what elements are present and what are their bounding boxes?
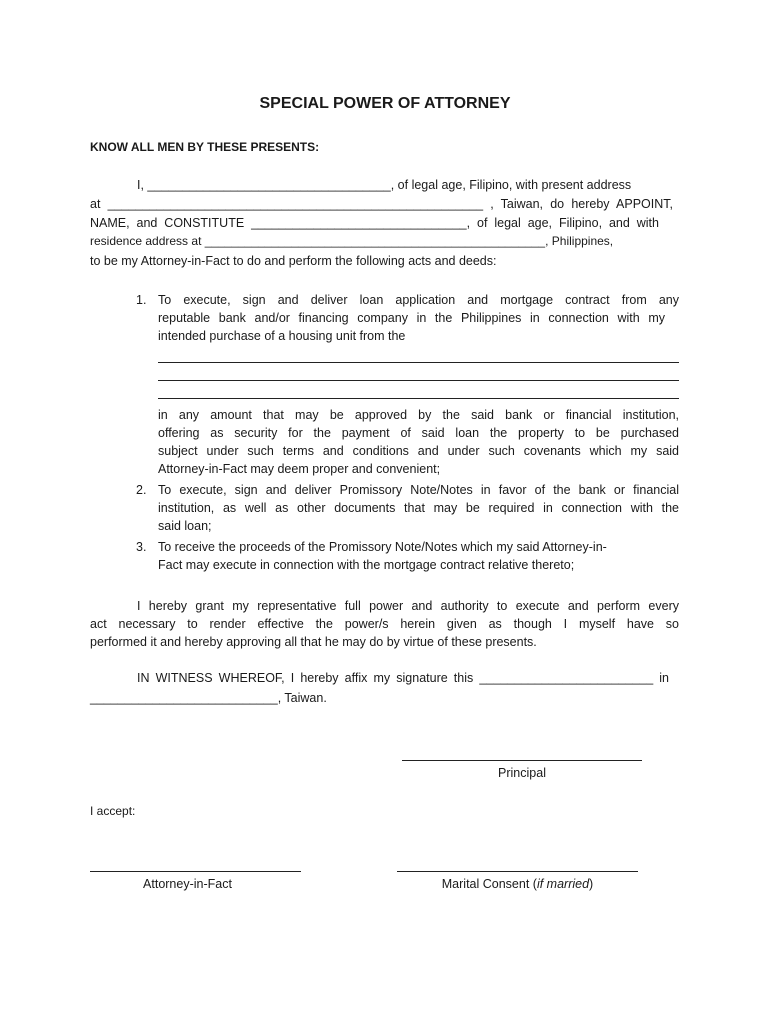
intro-line-2: at ______________________________________________________ , Taiwan, do hereby APPOINT,	[90, 197, 673, 211]
consent-label-text: Marital Consent (	[441, 877, 537, 891]
item-1-line-1: To execute, sign and deliver loan application and mortgage contract from any	[158, 293, 679, 307]
item-3-line-2: Fact may execute in connection with the mortgage contract relative thereto;	[158, 558, 575, 572]
witness-line-1: IN WITNESS WHEREOF, I hereby affix my signature this _________________________ in	[137, 671, 669, 685]
accept-label: I accept:	[90, 804, 136, 818]
intro-line-4: residence address at ___________________________________________________, Philippines,	[90, 234, 614, 248]
document-heading: KNOW ALL MEN BY THESE PRESENTS:	[90, 140, 320, 154]
attorney-signature-line	[90, 871, 301, 872]
blank-line-2	[158, 380, 679, 381]
item-1-line-5: offering as security for the payment of said loan the property to be purchased	[158, 426, 679, 440]
consent-label-italic: if married	[536, 877, 590, 891]
document-title: SPECIAL POWER OF ATTORNEY	[259, 95, 511, 112]
intro-line-1: I, ___________________________________, of legal age, Filipino, with present address	[137, 178, 632, 192]
intro-line-5: to be my Attorney-in-Fact to do and perform the following acts and deeds:	[90, 254, 497, 268]
item-1-number: 1.	[136, 293, 147, 307]
item-2-line-2: institution, as well as other documents that may be required in connection with the	[158, 501, 679, 515]
intro-line-3: NAME, and CONSTITUTE _______________________________, of legal age, Filipino, and with	[90, 216, 659, 230]
item-1-line-3: intended purchase of a housing unit from the	[158, 329, 406, 343]
item-1-line-4: in any amount that may be approved by the said bank or financial institution,	[158, 408, 679, 422]
grant-line-1: I hereby grant my representative full power and authority to execute and perform every	[137, 599, 679, 613]
consent-label	[397, 875, 638, 893]
blank-line-3	[158, 398, 679, 399]
item-3-number: 3.	[136, 540, 147, 554]
principal-signature-line	[402, 760, 642, 761]
witness-line-2: ___________________________, Taiwan.	[90, 691, 327, 705]
blank-line-1	[158, 362, 679, 363]
grant-line-3: performed it and hereby approving all that he may do by virtue of these presents.	[90, 635, 537, 649]
item-2-line-1: To execute, sign and deliver Promissory Note/Notes in favor of the bank or financial	[158, 483, 679, 497]
item-2-line-3: said loan;	[158, 519, 212, 533]
item-1-line-2: reputable bank and/or financing company in the Philippines in connection with my	[158, 311, 665, 325]
grant-line-2: act necessary to render effective the power/s herein given as though I myself have so	[90, 617, 679, 631]
consent-label-close: )	[589, 877, 594, 891]
attorney-label: Attorney-in-Fact	[143, 877, 232, 891]
item-3-line-1: To receive the proceeds of the Promissory Note/Notes which my said Attorney-in-	[158, 540, 607, 554]
consent-signature-line	[397, 871, 638, 872]
item-1-line-6: subject under such terms and conditions and under such covenants which my said	[158, 444, 679, 458]
item-2-number: 2.	[136, 483, 147, 497]
principal-label: Principal	[498, 766, 546, 780]
item-1-line-7: Attorney-in-Fact may deem proper and convenient;	[158, 462, 441, 476]
